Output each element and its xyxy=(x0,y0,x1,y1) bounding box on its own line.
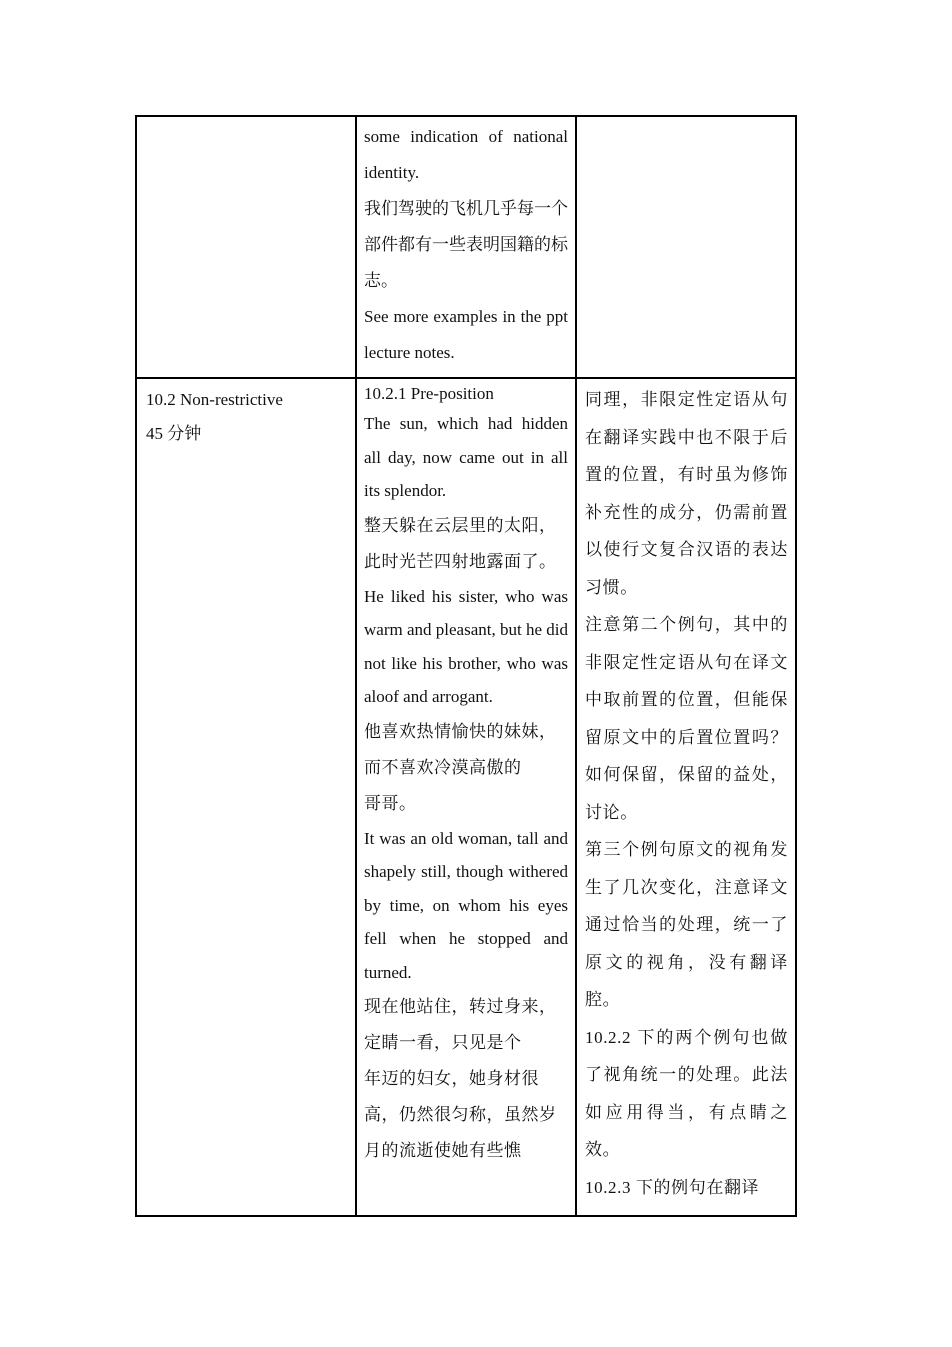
example-chinese-translation: 我们驾驶的飞机几乎每一个部件都有一些表明国籍的标志。 xyxy=(364,199,568,290)
example2-chinese: 他喜欢热情愉快的妹妹，而不喜欢冷漠高傲的 xyxy=(364,721,557,777)
example3-english: It was an old woman, tall and shapely still, though withered by time, on whom his eyes fell when he stopped and turned. xyxy=(364,828,568,982)
row1-notes-cell xyxy=(576,116,796,378)
row2-notes-cell xyxy=(576,378,796,1216)
row1-notes-text xyxy=(577,117,795,125)
row2-topic-cell xyxy=(136,378,356,1216)
section-title: 10.2 Non-restrictive xyxy=(146,390,283,409)
row1-content-cell xyxy=(356,116,576,378)
example1-english: The sun, which had hidden all day, now came out in all its splendor. xyxy=(364,414,568,500)
more-examples-note: See more examples in the ppt lecture notes. xyxy=(364,307,568,362)
note-paragraph: 10.2.3 下的例句在翻译 xyxy=(585,1177,760,1197)
table-row xyxy=(136,116,796,378)
row1-topic-text xyxy=(137,117,355,125)
note-paragraph: 注意第二个例句，其中的非限定性定语从句在译文中取前置的位置，但能保留原文中的后置位置吗？如何保留，保留的益处，讨论。 xyxy=(585,615,788,822)
example2-chinese-continued: 哥哥。 xyxy=(364,793,417,813)
row1-topic-cell xyxy=(136,116,356,378)
note-paragraph: 第三个例句原文的视角发生了几次变化，注意译文通过恰当的处理，统一了原文的视角，没有翻译腔。 xyxy=(585,840,788,1009)
section-duration: 45 分钟 xyxy=(146,424,202,443)
example2-english: He liked his sister, who was warm and pleasant, but he did not like his brother, who was aloof and arrogant. xyxy=(364,586,568,706)
note-paragraph: 同理，非限定性定语从句在翻译实践中也不限于后置的位置，有时虽为修饰补充性的成分，仍需前置以使行文复合汉语的表达习惯。 xyxy=(585,390,788,597)
example3-chinese: 现在他站住，转过身来，定睛一看，只见是个 xyxy=(364,997,557,1052)
table-row xyxy=(136,378,796,1216)
example-english-continuation: some indication of national identity. xyxy=(364,127,568,182)
subsection-heading: 10.2.1 Pre-position xyxy=(364,384,494,403)
lesson-plan-table xyxy=(135,115,797,1217)
example1-chinese: 整天躲在云层里的太阳，此时光芒四射地露面了。 xyxy=(364,515,557,571)
example3-chinese-continued: 年迈的妇女，她身材很高，仍然很匀称，虽然岁月的流逝使她有些憔 xyxy=(364,1069,557,1160)
row2-content-cell xyxy=(356,378,576,1216)
note-paragraph: 10.2.2 下的两个例句也做了视角统一的处理。此法如应用得当，有点睛之效。 xyxy=(585,1027,788,1159)
